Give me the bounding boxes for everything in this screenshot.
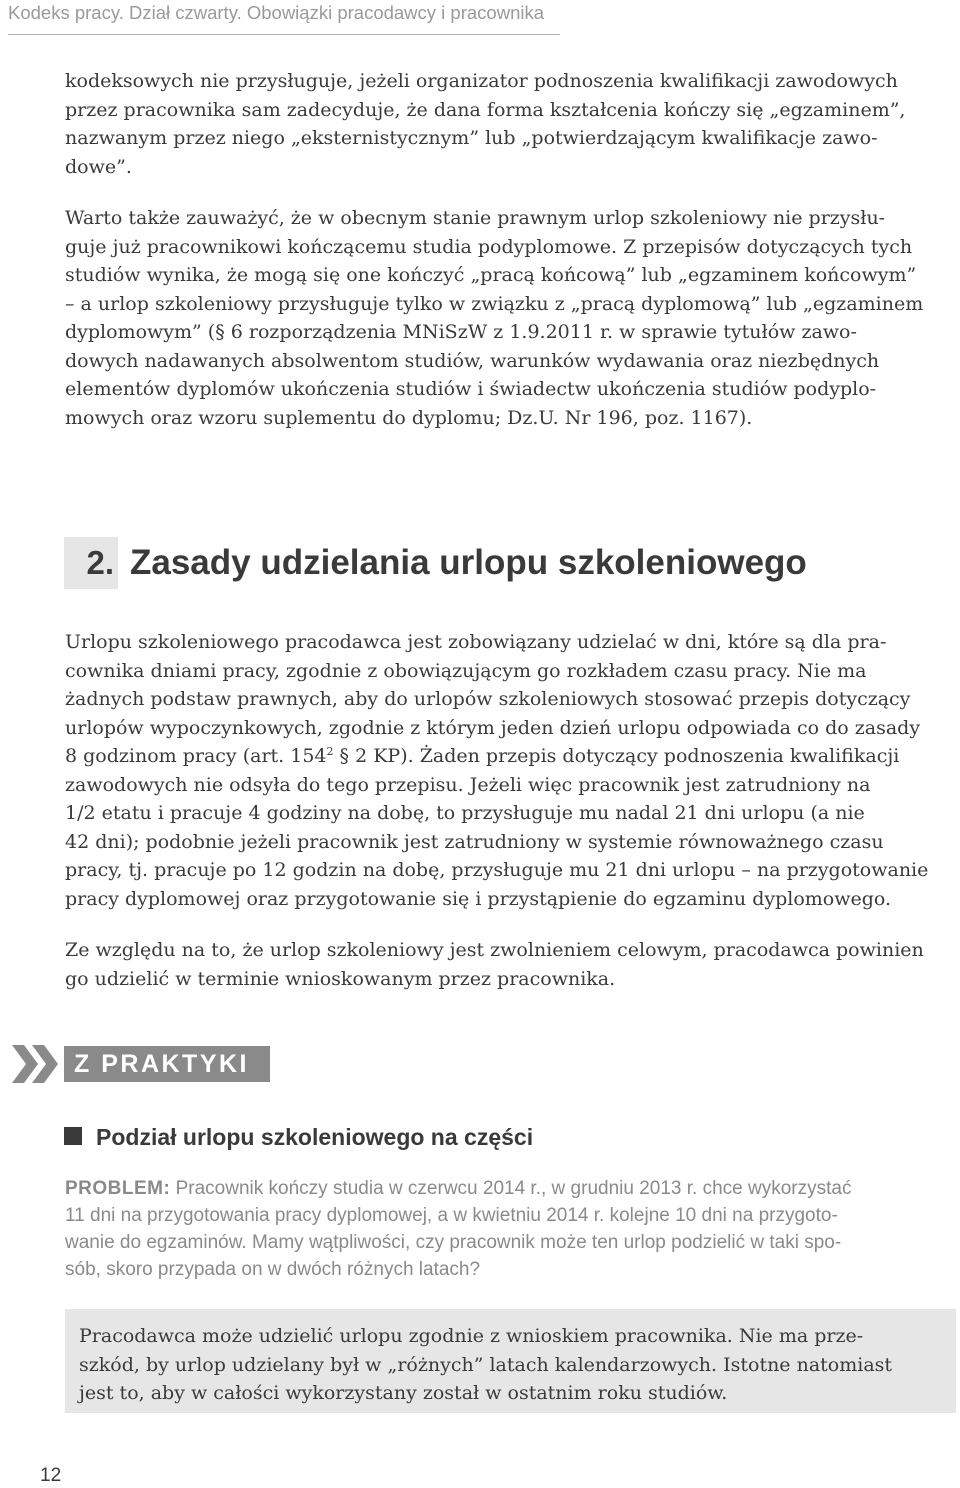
- text-line: zawodowych nie odsyła do tego przepisu. Jeżeli więc pracownik jest zatrudniony na: [65, 773, 871, 796]
- square-bullet-icon: [64, 1127, 82, 1145]
- text-line: cownika dniami pracy, zgodnie z obowiązującym go rozkładem czasu pracy. Nie ma: [65, 659, 867, 682]
- text-line: studiów wynika, że mogą się one kończyć „pracą końcową” lub „egzaminem końcowym”: [65, 264, 917, 286]
- text-line: guje już pracownikowi kończącemu studia podyplomowe. Z przepisów dotyczących tych: [65, 235, 913, 258]
- text-line: Ze względu na to, że urlop szkoleniowy jest zwolnieniem celowym, pracodawca powinien: [65, 939, 924, 961]
- article-superscript: 2: [326, 745, 334, 758]
- text-line: go udzielić w terminie wnioskowanym przez pracownika.: [65, 967, 616, 990]
- text-line: 42 dni); podobnie jeżeli pracownik jest zatrudniony w systemie równoważnego czasu: [65, 830, 884, 853]
- text-line: elementów dyplomów ukończenia studiów i świadectw ukończenia studiów podyplo-: [65, 378, 877, 400]
- text-line: dyplomowym” (§ 6 rozporządzenia MNiSzW z 1.9.2011 r. w sprawie tytułów zawo-: [65, 321, 857, 343]
- text-line: Urlopu szkoleniowego pracodawca jest zobowiązany udzielać w dni, które są dla pra-: [65, 631, 887, 653]
- case-title: Podział urlopu szkoleniowego na części: [96, 1124, 534, 1150]
- text-line: Warto także zauważyć, że w obecnym stanie prawnym urlop szkoleniowy nie przysłu-: [65, 207, 886, 229]
- problem-label: PROBLEM:: [65, 1178, 171, 1199]
- answer-text: [79, 1322, 949, 1408]
- text-line: żadnych podstaw prawnych, aby do urlopów szkoleniowych stosować przepis dotyczący: [65, 688, 911, 710]
- running-header: [8, 0, 560, 35]
- running-title: Kodeks pracy. Dział czwarty. Obowiązki pracodawcy i pracownika: [8, 2, 545, 23]
- text-line-article: [65, 742, 955, 771]
- section-title: Zasady udzielania urlopu szkoleniowego: [130, 543, 807, 582]
- intro-paragraph-1: [65, 67, 955, 181]
- text-line: szkód, by urlop udzielany był w „różnych” latach kalendarzowych. Istotne natomiast: [79, 1353, 893, 1376]
- text-line: 11 dni na przygotowania pracy dyplomowej, a w kwietniu 2014 r. kolejne 10 dni na przygoto-: [65, 1205, 838, 1226]
- intro-paragraph-2: [65, 204, 955, 432]
- text-line: mowych oraz wzoru suplementu do dyplomu; Dz.U. Nr 196, poz. 1167).: [65, 406, 753, 429]
- problem-text: [65, 1175, 955, 1283]
- double-chevron-icon: [12, 1045, 64, 1083]
- text-line: sób, skoro przypada on w dwóch różnych latach?: [65, 1259, 481, 1280]
- article-ref-before: 8 godzinom pracy (art. 154: [65, 745, 327, 767]
- text-line: Pracodawca może udzielić urlopu zgodnie z wnioskiem pracownika. Nie ma prze-: [79, 1325, 864, 1347]
- section-paragraph-2: [65, 936, 955, 993]
- text-line: pracy, tj. pracuje po 12 godzin na dobę, przysługuje mu 21 dni urlopu – na przygotowanie: [65, 859, 929, 881]
- text-line: urlopów wypoczynkowych, zgodnie z którym jeden dzień urlopu odpowiada co do zasady: [65, 716, 921, 739]
- text-line: przez pracownika sam zadecyduje, że dana forma kształcenia kończy się „egzaminem”,: [65, 98, 906, 121]
- text-line: dowe”.: [65, 155, 132, 178]
- z-praktyki-label: Z PRAKTYKI: [64, 1046, 270, 1082]
- article-ref-after: § 2 KP). Żaden przepis dotyczący podnoszenia kwalifikacji: [333, 745, 900, 767]
- text-line: 1/2 etatu i pracuje 4 godziny na dobę, to przysługuje mu nadal 21 dni urlopu (a nie: [65, 802, 865, 824]
- problem-first-text: Pracownik kończy studia w czerwcu 2014 r., w grudniu 2013 r. chce wykorzystać: [170, 1178, 852, 1199]
- text-line: kodeksowych nie przysługuje, jeżeli organizator podnoszenia kwalifikacji zawodowych: [65, 70, 898, 92]
- text-line: dowych nadawanych absolwentom studiów, warunków wydawania oraz niezbędnych: [65, 349, 880, 372]
- text-line: nazwanym przez niego „eksternistycznym” lub „potwierdzającym kwalifikacje zawo-: [65, 127, 878, 149]
- text-line: pracy dyplomowej oraz przygotowanie się i przystąpienie do egzaminu dyplomowego.: [65, 887, 892, 910]
- page-number: 12: [40, 1465, 62, 1486]
- section-paragraph-1: [65, 628, 955, 913]
- section-number: 2.: [64, 537, 118, 589]
- text-line: jest to, aby w całości wykorzystany został w ostatnim roku studiów.: [79, 1382, 728, 1404]
- problem-first-line: [65, 1175, 955, 1202]
- text-line: wanie do egzaminów. Mamy wątpliwości, czy pracownik może ten urlop podzielić w taki spo-: [65, 1232, 842, 1253]
- text-line: – a urlop szkoleniowy przysługuje tylko w związku z „pracą dyplomową” lub „egzaminem: [65, 292, 924, 315]
